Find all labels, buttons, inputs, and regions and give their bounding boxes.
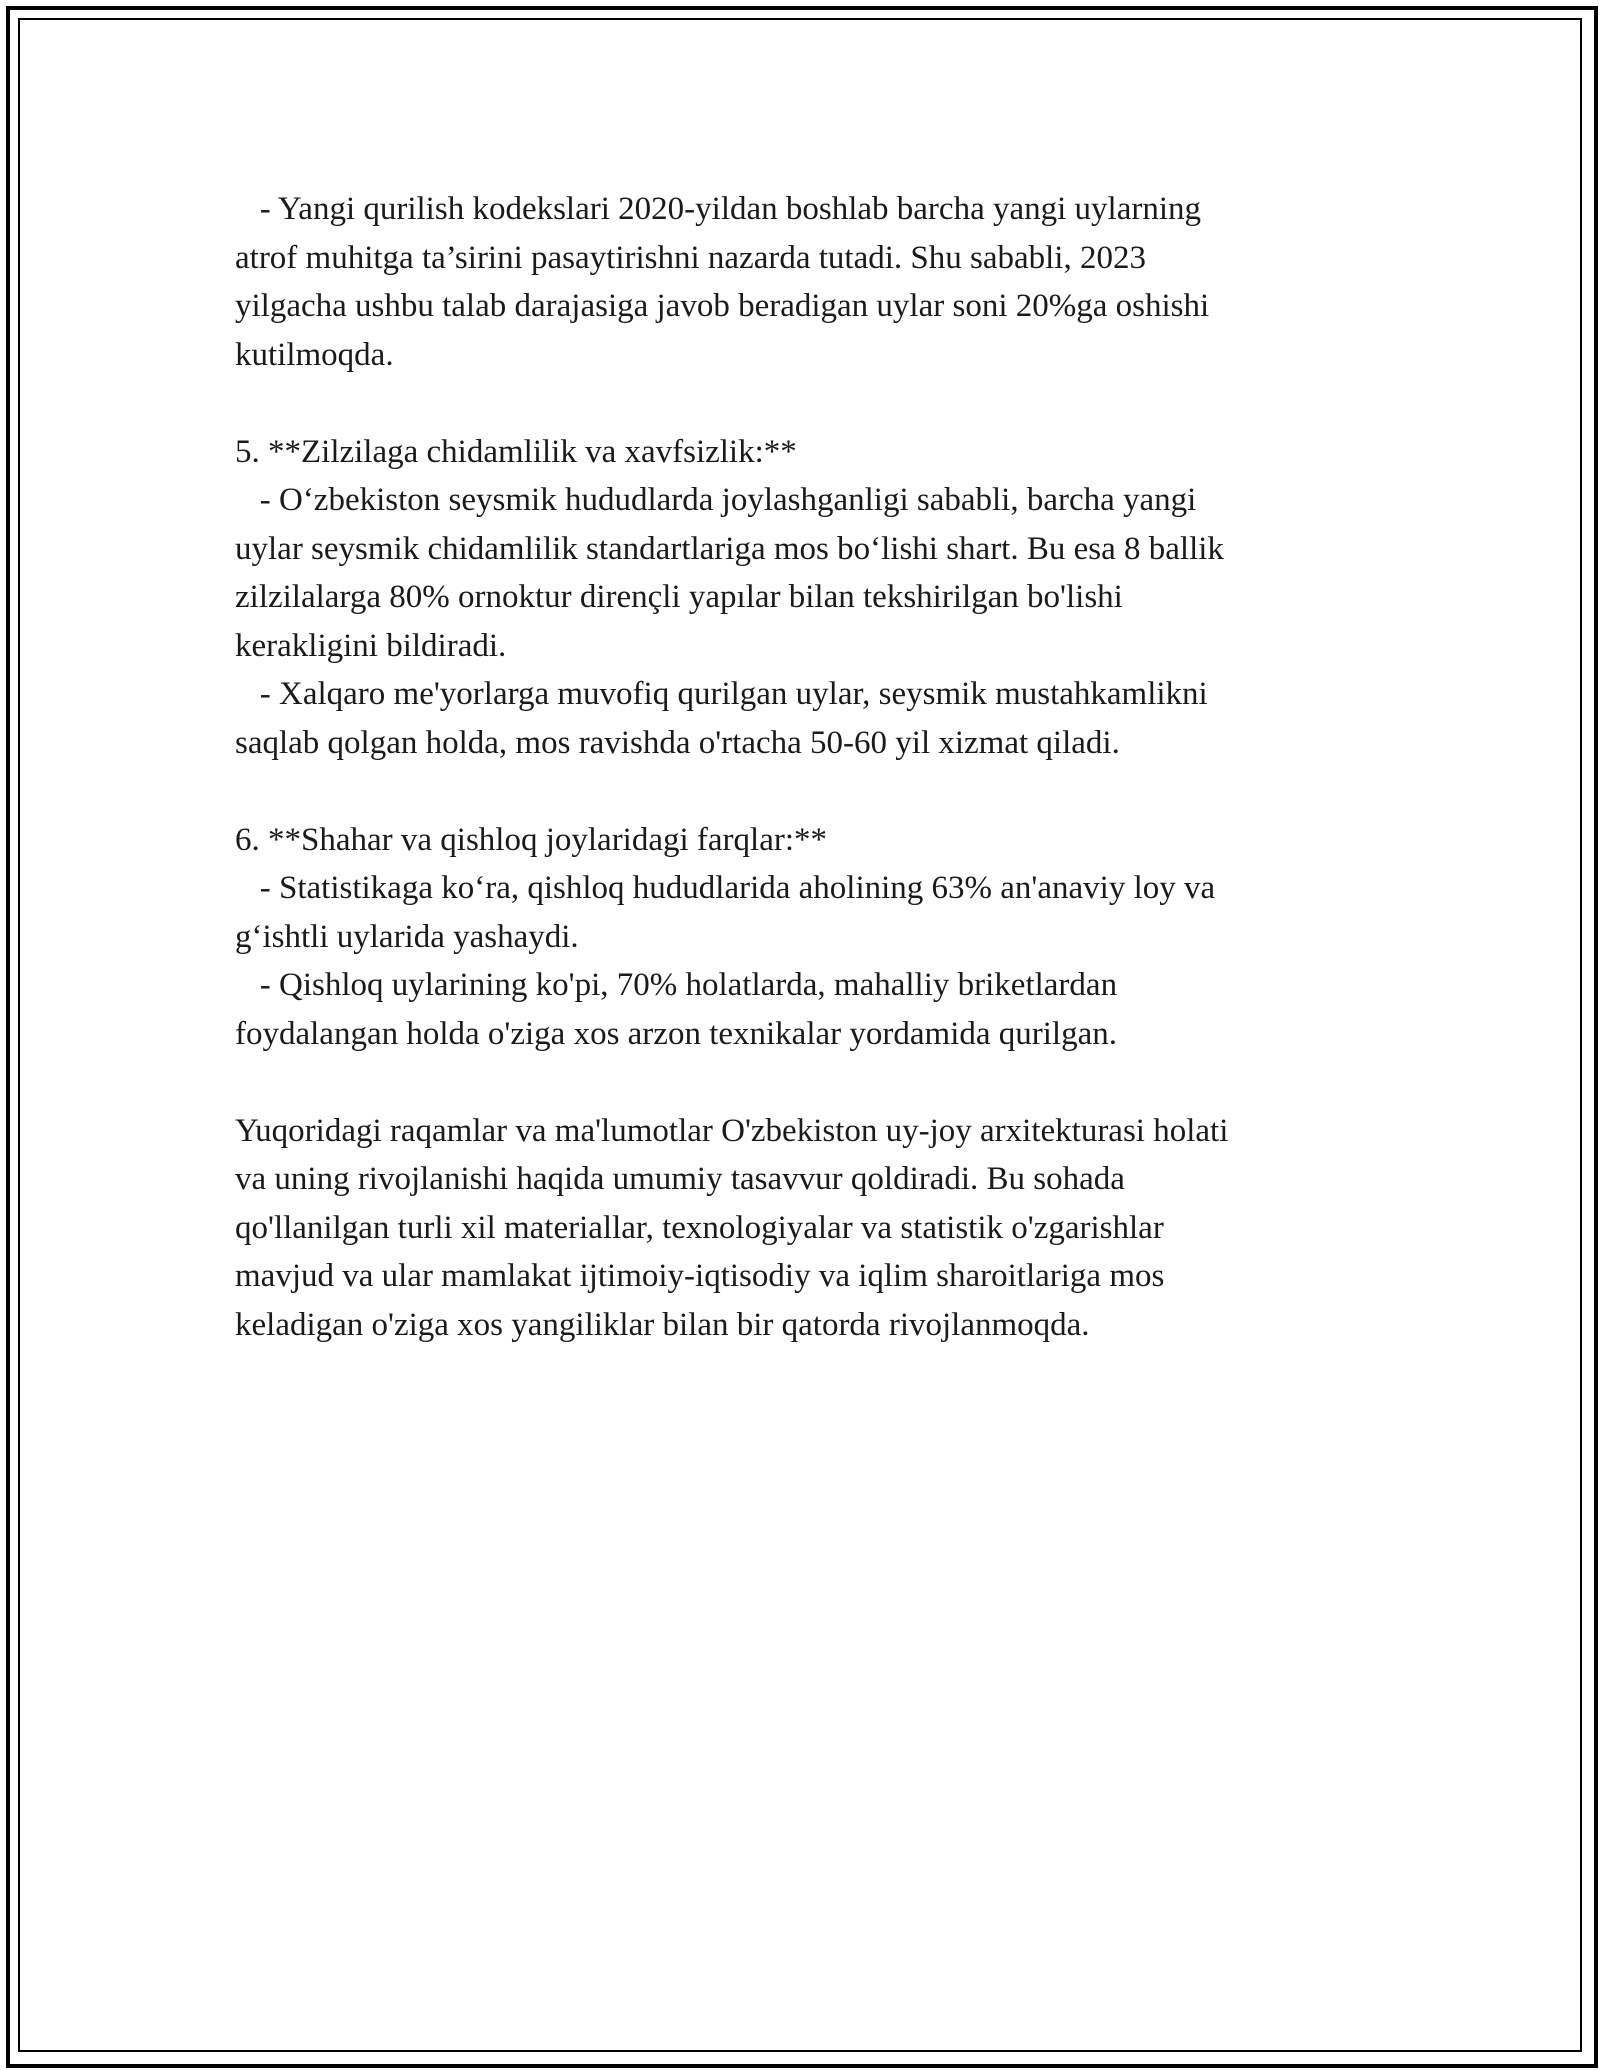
section-heading: 6. **Shahar va qishloq joylaridagi farqlar:** [235, 821, 828, 858]
section-heading: 5. **Zilzilaga chidamlilik va xavfsizlik:** [235, 433, 797, 470]
text-line: - Yangi qurilish kodekslari 2020-yildan boshlab barcha yangi uylarning [235, 191, 1202, 227]
paragraph-conclusion [235, 1107, 1385, 1350]
text-line: atrof muhitga ta’sirini pasaytirishni nazarda tutadi. Shu sababli, 2023 [235, 239, 1146, 276]
text-line: qo'llanilgan turli xil materiallar, texnologiyalar va statistik o'zgarishlar [235, 1209, 1164, 1246]
text-line: Yuqoridagi raqamlar va ma'lumotlar O'zbekiston uy-joy arxitekturasi holati [235, 1112, 1229, 1149]
text-line: kerakligini bildiradi. [235, 627, 507, 664]
text-line: - Statistikaga ko‘ra, qishloq hududlarida aholining 63% an'anaviy loy va [235, 870, 1216, 906]
document-body [235, 185, 1385, 1349]
text-line: saqlab qolgan holda, mos ravishda o'rtacha 50-60 yil xizmat qiladi. [235, 724, 1120, 761]
text-line: - Xalqaro me'yorlarga muvofiq qurilgan uylar, seysmik mustahkamlikni [235, 676, 1208, 712]
paragraph-spacer [235, 767, 1385, 816]
text-line: uylar seysmik chidamlilik standartlariga mos bo‘lishi shart. Bu esa 8 ballik [235, 530, 1224, 567]
paragraph-spacer [235, 1058, 1385, 1107]
text-line: keladigan o'ziga xos yangiliklar bilan bir qatorda rivojlanmoqda. [235, 1306, 1090, 1343]
text-line: - Qishloq uylarining ko'pi, 70% holatlarda, mahalliy briketlardan [235, 967, 1118, 1003]
text-line: va uning rivojlanishi haqida umumiy tasavvur qoldiradi. Bu sohada [235, 1161, 1125, 1197]
text-line: g‘ishtli uylarida yashaydi. [235, 918, 579, 955]
text-line: zilzilalarga 80% ornoktur dirençli yapılar bilan tekshirilgan bo'lishi [235, 579, 1123, 615]
section-6-urban-rural [235, 816, 1385, 1059]
paragraph-spacer [235, 379, 1385, 428]
text-line: yilgacha ushbu talab darajasiga javob beradigan uylar soni 20%ga oshishi [235, 288, 1210, 324]
paragraph-building-codes [235, 185, 1385, 379]
text-line: mavjud va ular mamlakat ijtimoiy-iqtisodiy va iqlim sharoitlariga mos [235, 1258, 1165, 1294]
text-line: foydalangan holda o'ziga xos arzon texnikalar yordamida qurilgan. [235, 1015, 1117, 1052]
text-line: kutilmoqda. [235, 336, 394, 373]
section-5-seismic [235, 428, 1385, 768]
text-line: - O‘zbekiston seysmik hududlarda joylashganligi sababli, barcha yangi [235, 482, 1197, 518]
